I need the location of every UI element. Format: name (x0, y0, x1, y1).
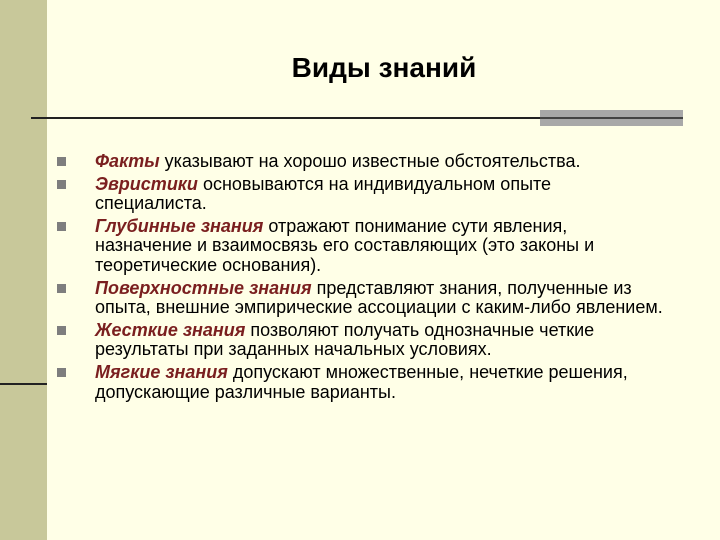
bullet-item-deep-knowledge (57, 217, 667, 276)
bullet-text: представляют знания, полученные из опыта, внешние эмпирические ассоциации с каким-либо явлением. (95, 277, 663, 318)
bullet-item-surface-knowledge (57, 279, 667, 318)
bullet-text: позволяют получать однозначные четкие результаты при заданных начальных условиях. (95, 319, 595, 360)
slide-title: Виды знаний (291, 52, 477, 83)
title-accent-line (540, 117, 683, 119)
bullet-item-soft-knowledge (57, 363, 667, 402)
bullet-term: Глубинные знания (95, 215, 264, 236)
square-bullet-icon (57, 284, 66, 293)
square-bullet-icon (57, 368, 66, 377)
sidebar-divider (0, 383, 47, 385)
bullet-item-hard-knowledge (57, 321, 667, 360)
bullet-term: Жесткие знания (95, 319, 246, 340)
square-bullet-icon (57, 180, 66, 189)
bullet-text: допускают множественные, нечеткие решения, допускающие различные варианты. (95, 361, 628, 402)
bullet-text: отражают понимание сути явления, назначение и взаимосвязь его составляющих (это законы и теоретические основания). (95, 215, 595, 275)
square-bullet-icon (57, 222, 66, 231)
bullet-text: указывают на хорошо известные обстоятельства. (159, 151, 581, 171)
bullet-list (57, 152, 667, 405)
bullet-term: Поверхностные знания (95, 277, 312, 298)
bullet-term: Факты (95, 151, 160, 171)
bullet-text: основываются на индивидуальном опыте специалиста. (95, 173, 552, 214)
square-bullet-icon (57, 326, 66, 335)
title-underline (31, 117, 540, 119)
bullet-term: Мягкие знания (95, 361, 228, 382)
bullet-item-heuristics (57, 175, 667, 214)
bullet-term: Эвристики (95, 173, 198, 194)
sidebar-decoration (0, 0, 47, 540)
square-bullet-icon (57, 157, 66, 166)
bullet-item-facts (57, 152, 667, 172)
